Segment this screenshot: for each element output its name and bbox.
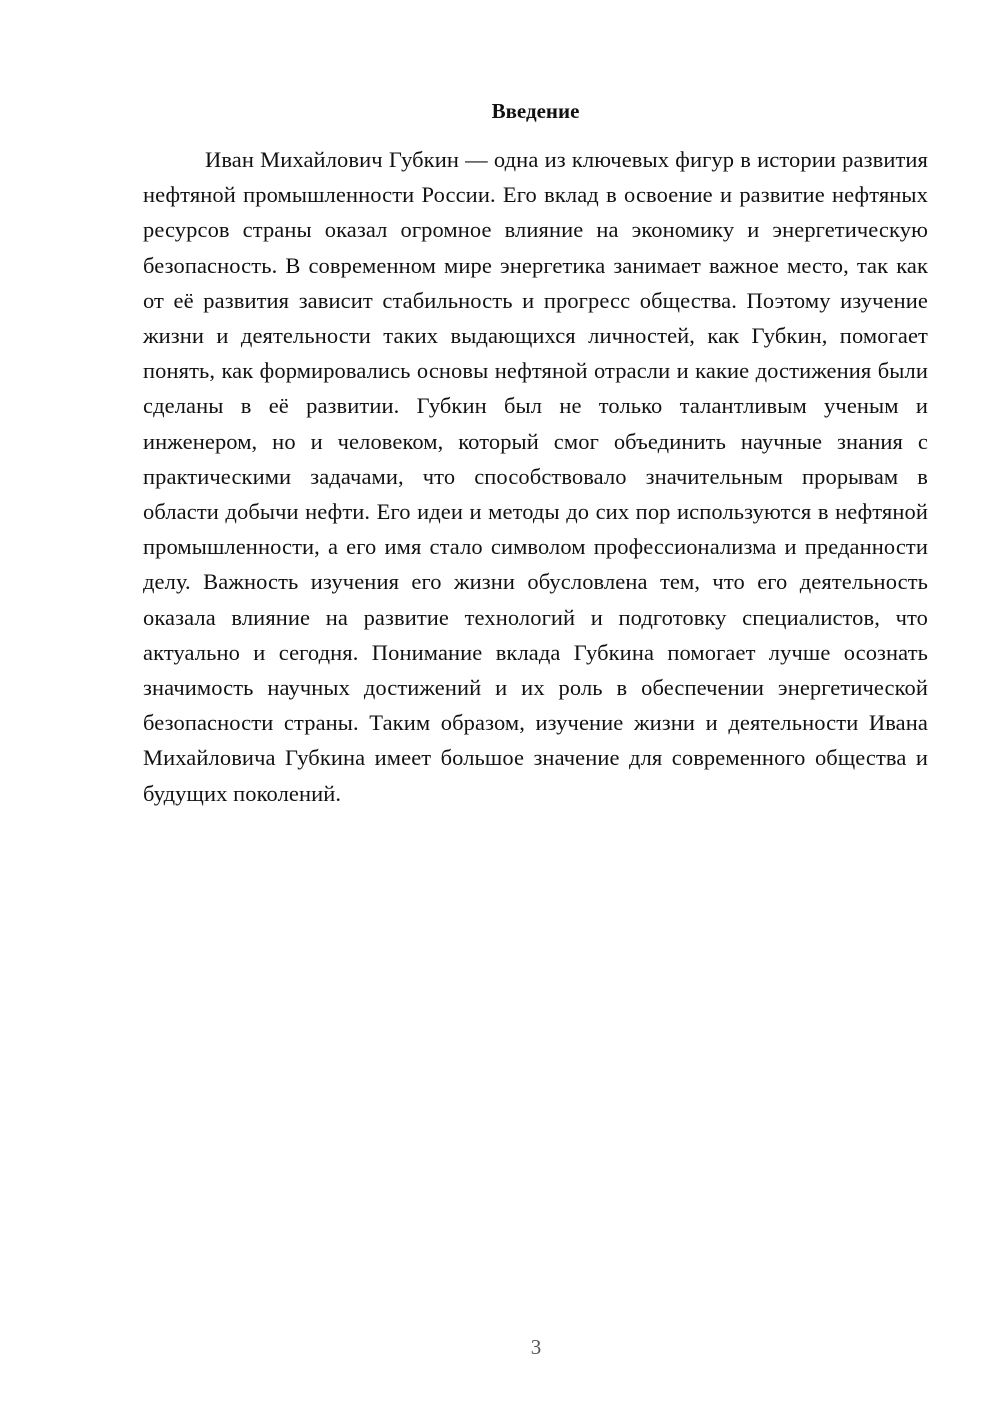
introduction-paragraph: Иван Михайлович Губкин — одна из ключевых фигур в истории развития нефтяной промышленности России. Его вклад в освоение и развитие нефтяных ресурсов страны оказал огромное влияние на экономику и энергетическую безопасность. В современном мире энергетика занимает важное место, так как от её развития зависит стабильность и прогресс общества. Поэтому изучение жизни и деятельности таких выдающихся личностей, как Губкин, помогает понять, как формировались основы нефтяной отрасли и какие достижения были сделаны в её развитии. Губкин был не только талантливым ученым и инженером, но и человеком, который смог объединить научные знания с практическими задачами, что способствовало значительным прорывам в области добычи нефти. Его идеи и методы до сих пор используются в нефтяной промышленности, а его имя стало символом профессионализма и преданности делу. Важность изучения его жизни обусловлена тем, что его деятельность оказала влияние на развитие технологий и подготовку специалистов, что актуально и сегодня. Понимание вклада Губкина помогает лучше осознать значимость научных достижений и их роль в обеспечении энергетической безопасности страны. Таким образом, изучение жизни и деятельности Ивана Михайловича Губкина имеет большое значение для современного общества и будущих поколений.	[143, 147, 928, 806]
page-number: 3	[530, 1335, 542, 1359]
section-heading: Введение	[491, 99, 580, 123]
